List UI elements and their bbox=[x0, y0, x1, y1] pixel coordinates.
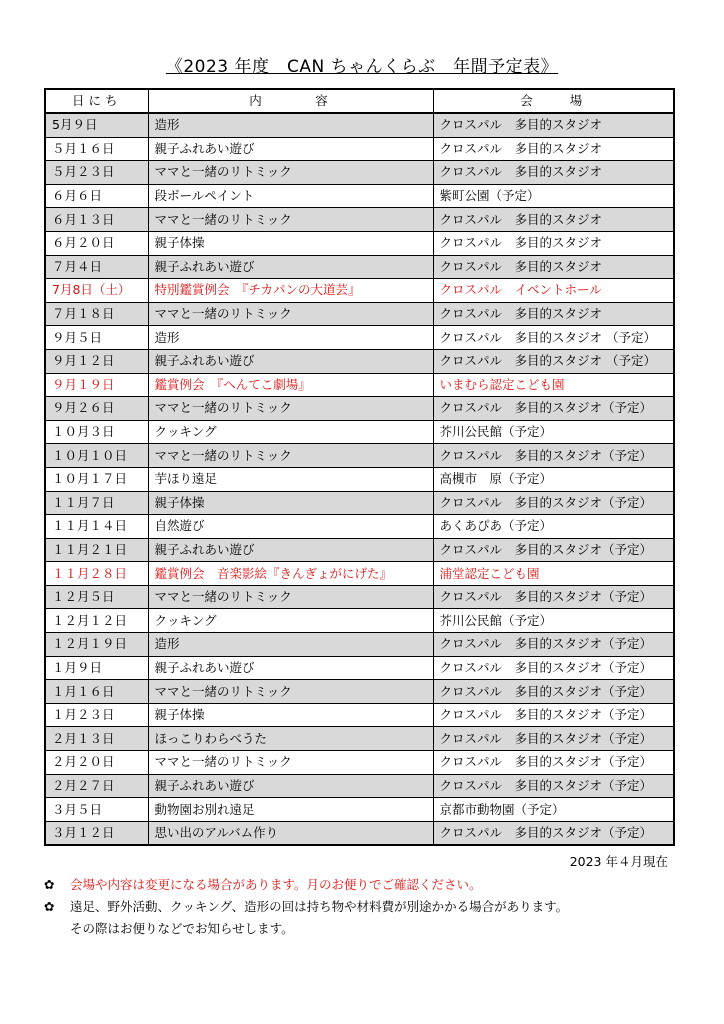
table-row bbox=[45, 184, 674, 208]
cell-date: １２月１２日 bbox=[45, 609, 148, 633]
cell-venue: クロスパル 多目的スタジオ（予定） bbox=[433, 633, 674, 657]
cell-content: ママと一緒のリトミック bbox=[148, 444, 433, 468]
note-text: その際はお便りなどでお知らせします。 bbox=[70, 921, 294, 936]
cell-venue: クロスパル 多目的スタジオ（予定） bbox=[433, 444, 674, 468]
cell-date: ５月２３日 bbox=[45, 161, 148, 185]
cell-date: ９月２６日 bbox=[45, 397, 148, 421]
cell-content: 親子ふれあい遊び bbox=[148, 137, 433, 161]
table-row bbox=[45, 373, 674, 397]
cell-date: ２月２０日 bbox=[45, 751, 148, 775]
cell-date: １１月１４日 bbox=[45, 515, 148, 539]
table-row bbox=[45, 727, 674, 751]
cell-content: ママと一緒のリトミック bbox=[148, 751, 433, 775]
cell-venue: クロスパル 多目的スタジオ bbox=[433, 113, 674, 137]
table-row bbox=[45, 349, 674, 373]
cell-date: １２月５日 bbox=[45, 585, 148, 609]
cell-date: １月９日 bbox=[45, 656, 148, 680]
cell-venue: 高槻市 原（予定） bbox=[433, 467, 674, 491]
cell-content: 鑑賞例会 音楽影絵『きんぎょがにげた』 bbox=[148, 562, 433, 586]
as-of-date: 2023 年４月現在 bbox=[569, 854, 668, 869]
cell-venue: クロスパル 多目的スタジオ（予定） bbox=[433, 774, 674, 798]
table-row bbox=[45, 279, 674, 303]
cell-venue: クロスパル 多目的スタジオ bbox=[433, 231, 674, 255]
table-row bbox=[45, 774, 674, 798]
cell-content: 鑑賞例会 『へんてこ劇場』 bbox=[148, 373, 433, 397]
table-row bbox=[45, 751, 674, 775]
cell-content: クッキング bbox=[148, 420, 433, 444]
cell-date: ３月５日 bbox=[45, 798, 148, 822]
cell-content: ママと一緒のリトミック bbox=[148, 208, 433, 232]
cell-date: １月２３日 bbox=[45, 703, 148, 727]
cell-venue: クロスパル 多目的スタジオ bbox=[433, 208, 674, 232]
table-row bbox=[45, 161, 674, 185]
cell-venue: クロスパル 多目的スタジオ（予定） bbox=[433, 821, 674, 845]
table-row bbox=[45, 137, 674, 161]
table-row bbox=[45, 491, 674, 515]
cell-venue: クロスパル 多目的スタジオ bbox=[433, 161, 674, 185]
cell-date: ９月１２日 bbox=[45, 349, 148, 373]
table-row bbox=[45, 538, 674, 562]
cell-venue: あくあぴあ（予定） bbox=[433, 515, 674, 539]
cell-venue: クロスパル 多目的スタジオ（予定） bbox=[433, 727, 674, 751]
table-row bbox=[45, 798, 674, 822]
table-row bbox=[45, 656, 674, 680]
cell-venue: クロスパル 多目的スタジオ（予定） bbox=[433, 703, 674, 727]
table-row bbox=[45, 585, 674, 609]
cell-venue: いまむら認定こども園 bbox=[433, 373, 674, 397]
table-row bbox=[45, 467, 674, 491]
cell-date: ５月１６日 bbox=[45, 137, 148, 161]
cell-venue: クロスパル 多目的スタジオ bbox=[433, 137, 674, 161]
note-text: 会場や内容は変更になる場合があります。月のお便りでご確認ください。 bbox=[70, 877, 482, 892]
cell-venue: クロスパル 多目的スタジオ（予定） bbox=[433, 491, 674, 515]
cell-content: 親子ふれあい遊び bbox=[148, 255, 433, 279]
cell-venue: クロスパル 多目的スタジオ（予定） bbox=[433, 397, 674, 421]
table-row bbox=[45, 633, 674, 657]
cell-date: ９月５日 bbox=[45, 326, 148, 350]
table-row bbox=[45, 302, 674, 326]
cell-date: ６月２０日 bbox=[45, 231, 148, 255]
table-row bbox=[45, 255, 674, 279]
table-row bbox=[45, 208, 674, 232]
cell-content: 親子ふれあい遊び bbox=[148, 774, 433, 798]
cell-venue: クロスパル 多目的スタジオ （予定） bbox=[433, 326, 674, 350]
note-item bbox=[44, 896, 684, 918]
table-row bbox=[45, 231, 674, 255]
cell-date: 7月8日（土） bbox=[45, 279, 148, 303]
cell-content: ママと一緒のリトミック bbox=[148, 680, 433, 704]
cell-date: ３月１２日 bbox=[45, 821, 148, 845]
flower-bullet-icon bbox=[44, 918, 70, 940]
cell-content: 思い出のアルバム作り bbox=[148, 821, 433, 845]
header-content: 内 容 bbox=[148, 89, 433, 113]
table-header-row bbox=[45, 89, 674, 113]
cell-venue: クロスパル 多目的スタジオ （予定） bbox=[433, 349, 674, 373]
cell-content: 親子ふれあい遊び bbox=[148, 349, 433, 373]
cell-content: ママと一緒のリトミック bbox=[148, 161, 433, 185]
cell-venue: 紫町公園（予定） bbox=[433, 184, 674, 208]
cell-venue: 浦堂認定こども園 bbox=[433, 562, 674, 586]
table-row bbox=[45, 703, 674, 727]
cell-date: ９月１９日 bbox=[45, 373, 148, 397]
cell-content: 造形 bbox=[148, 113, 433, 137]
cell-venue: クロスパル 多目的スタジオ（予定） bbox=[433, 585, 674, 609]
cell-content: 芋ほり遠足 bbox=[148, 467, 433, 491]
flower-bullet-icon: ✿ bbox=[44, 877, 55, 892]
table-row bbox=[45, 113, 674, 137]
cell-date: １０月１０日 bbox=[45, 444, 148, 468]
table-row bbox=[45, 562, 674, 586]
header-venue: 会 場 bbox=[433, 89, 674, 113]
cell-content: ママと一緒のリトミック bbox=[148, 397, 433, 421]
table-row bbox=[45, 609, 674, 633]
cell-date: ７月１８日 bbox=[45, 302, 148, 326]
table-row bbox=[45, 397, 674, 421]
cell-content: 段ボールペイント bbox=[148, 184, 433, 208]
cell-content: 造形 bbox=[148, 326, 433, 350]
cell-content: 親子体操 bbox=[148, 703, 433, 727]
table-row bbox=[45, 821, 674, 845]
cell-content: 自然遊び bbox=[148, 515, 433, 539]
cell-venue: クロスパル 多目的スタジオ bbox=[433, 255, 674, 279]
header-date: 日にち bbox=[45, 89, 148, 113]
cell-date: １０月１７日 bbox=[45, 467, 148, 491]
note-item bbox=[44, 918, 684, 940]
cell-date: 5月９日 bbox=[45, 113, 148, 137]
flower-bullet-icon: ✿ bbox=[44, 899, 55, 914]
cell-content: 親子体操 bbox=[148, 231, 433, 255]
table-row bbox=[45, 444, 674, 468]
cell-date: １月１６日 bbox=[45, 680, 148, 704]
cell-date: ２月１３日 bbox=[45, 727, 148, 751]
cell-venue: 芥川公民館（予定） bbox=[433, 420, 674, 444]
cell-content: クッキング bbox=[148, 609, 433, 633]
table-row bbox=[45, 680, 674, 704]
table-row bbox=[45, 515, 674, 539]
cell-venue: クロスパル 多目的スタジオ（予定） bbox=[433, 656, 674, 680]
cell-venue: 芥川公民館（予定） bbox=[433, 609, 674, 633]
cell-content: 動物園お別れ遠足 bbox=[148, 798, 433, 822]
cell-venue: クロスパル 多目的スタジオ（予定） bbox=[433, 538, 674, 562]
table-row bbox=[45, 420, 674, 444]
cell-content: ほっこりわらべうた bbox=[148, 727, 433, 751]
notes-section bbox=[44, 874, 684, 940]
cell-date: ７月４日 bbox=[45, 255, 148, 279]
cell-venue: 京都市動物園（予定） bbox=[433, 798, 674, 822]
cell-content: 親子ふれあい遊び bbox=[148, 538, 433, 562]
note-item bbox=[44, 874, 684, 896]
cell-content: 造形 bbox=[148, 633, 433, 657]
cell-date: ６月１３日 bbox=[45, 208, 148, 232]
cell-content: 特別鑑賞例会 『チカパンの大道芸』 bbox=[148, 279, 433, 303]
cell-content: ママと一緒のリトミック bbox=[148, 302, 433, 326]
cell-date: ２月２７日 bbox=[45, 774, 148, 798]
cell-content: 親子ふれあい遊び bbox=[148, 656, 433, 680]
note-text: 遠足、野外活動、クッキング、造形の回は持ち物や材料費が別途かかる場合があります。 bbox=[70, 899, 569, 914]
cell-content: ママと一緒のリトミック bbox=[148, 585, 433, 609]
cell-venue: クロスパル 多目的スタジオ（予定） bbox=[433, 751, 674, 775]
cell-venue: クロスパル 多目的スタジオ（予定） bbox=[433, 680, 674, 704]
cell-content: 親子体操 bbox=[148, 491, 433, 515]
table-row bbox=[45, 326, 674, 350]
cell-venue: クロスパル 多目的スタジオ bbox=[433, 302, 674, 326]
cell-date: １２月１９日 bbox=[45, 633, 148, 657]
cell-date: ６月６日 bbox=[45, 184, 148, 208]
schedule-table bbox=[44, 88, 675, 846]
cell-date: １１月２８日 bbox=[45, 562, 148, 586]
cell-date: １１月７日 bbox=[45, 491, 148, 515]
page-title: 《2023 年度 CAN ちゃんくらぶ 年間予定表》 bbox=[165, 57, 559, 77]
cell-date: １０月３日 bbox=[45, 420, 148, 444]
cell-venue: クロスパル イベントホール bbox=[433, 279, 674, 303]
cell-date: １１月２１日 bbox=[45, 538, 148, 562]
